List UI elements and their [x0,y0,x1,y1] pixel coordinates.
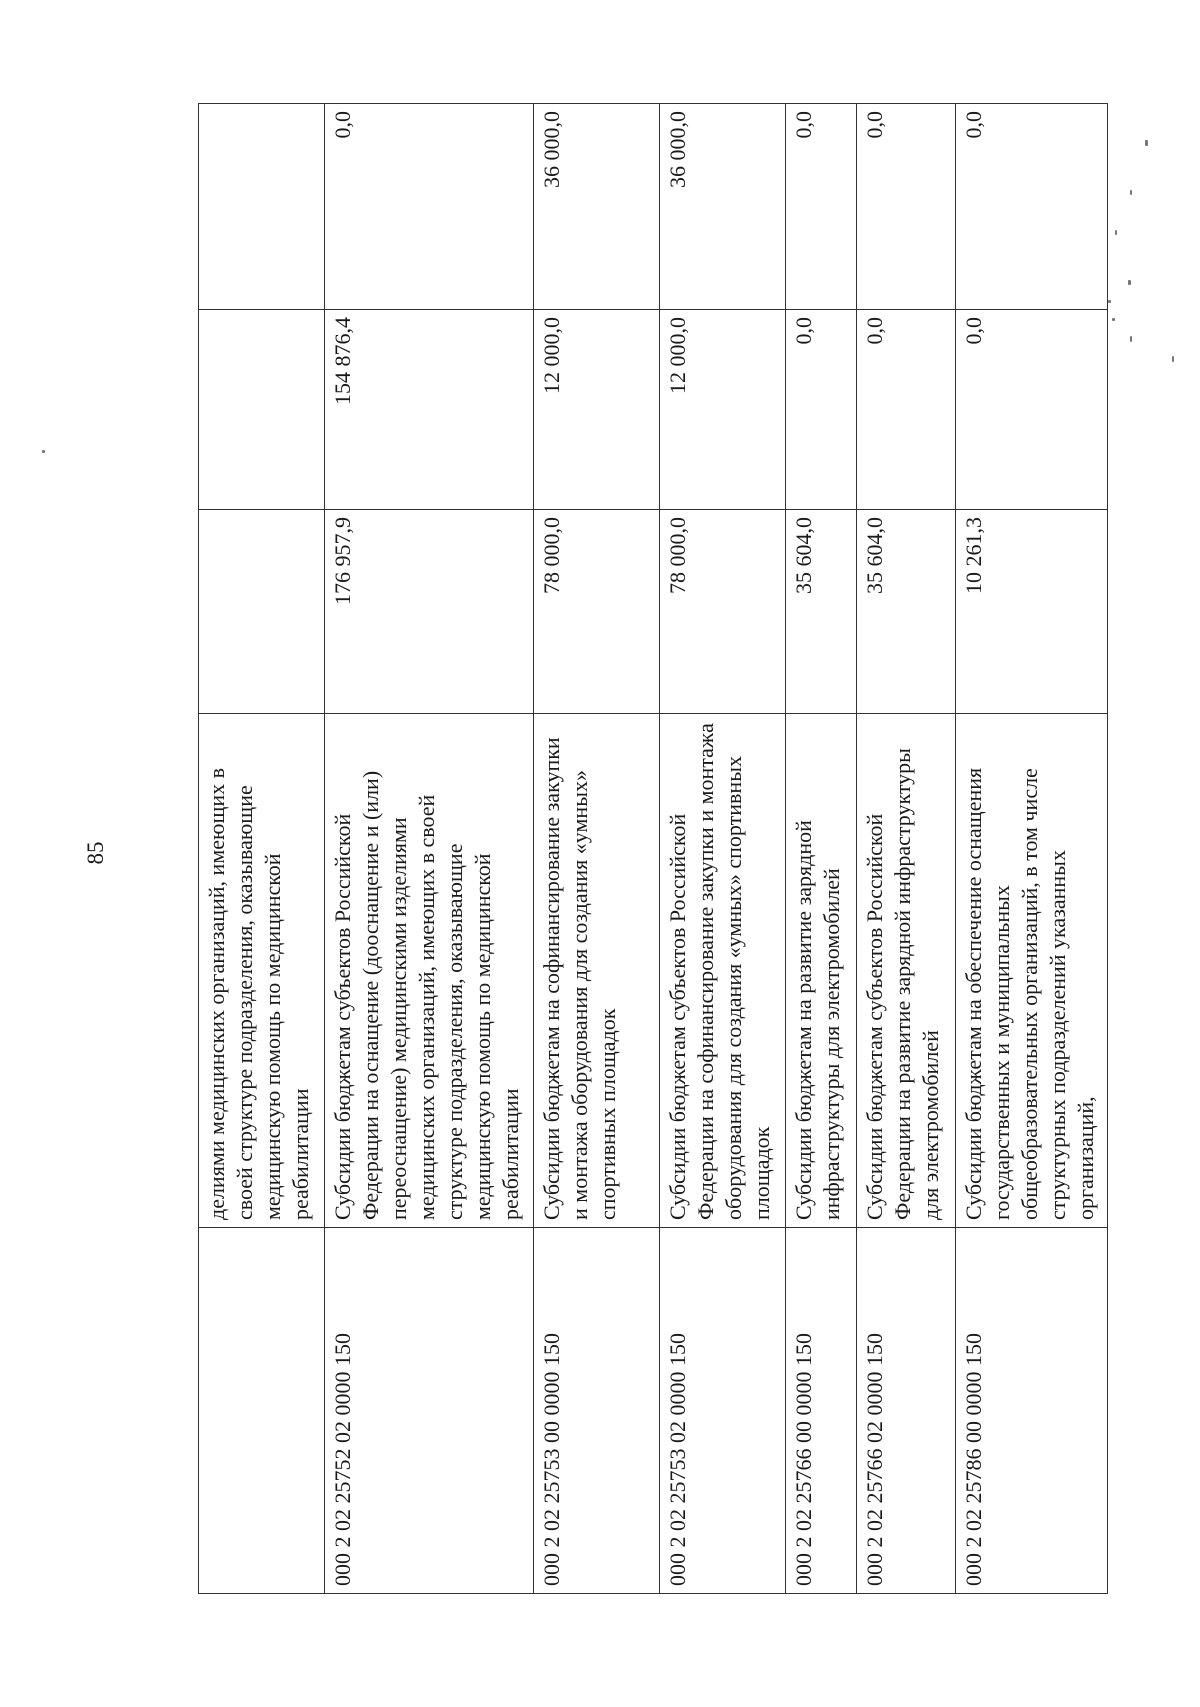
amount-cell-3: 0,0 [856,104,956,310]
budget-code-cell: 000 2 02 25752 02 0000 150 [325,1228,533,1594]
amount-cell-1 [199,510,325,714]
item-name-cell: Субсидии бюджетам субъектов Российской Федерации на развитие зарядной инфраструктуры для электромобилей [856,714,956,1228]
amount-cell-3: 0,0 [785,104,856,310]
table-row [199,104,325,1594]
amount-cell-1: 35 604,0 [785,510,856,714]
item-name-cell: Субсидии бюджетам на обеспечение оснащения государственных и муниципальных общеобразовательных организаций, в том числе структурных подразделений указанных организаций, [956,714,1108,1228]
budget-code-cell: 000 2 02 25753 02 0000 150 [659,1228,785,1594]
budget-code-cell: 000 2 02 25766 02 0000 150 [856,1228,956,1594]
scan-speck [1130,336,1132,342]
scan-speck [1130,190,1132,195]
amount-cell-3: 0,0 [956,104,1108,310]
scan-speck [1112,318,1115,321]
table-row [533,104,659,1594]
table-row [785,104,856,1594]
budget-table [198,103,1108,1594]
budget-table-rotated [198,104,1108,1594]
scan-speck [1108,300,1111,303]
item-name-cell: Субсидии бюджетам на развитие зарядной инфраструктуры для электромобилей [785,714,856,1228]
scan-speck [42,450,45,453]
amount-cell-2 [199,310,325,510]
budget-code-cell: 000 2 02 25766 00 0000 150 [785,1228,856,1594]
item-name-cell: Субсидии бюджетам на софинансирование закупки и монтажа оборудования для создания «умных» спортивных площадок [533,714,659,1228]
item-name-cell: Субсидии бюджетам субъектов Российской Федерации на оснащение (дооснащение и (или) переоснащение) медицинскими изделиями медицинских организаций, имеющих в своей структуре подразделения, оказывающие медицинскую помощь по медицинской реабилитации [325,714,533,1228]
amount-cell-1: 78 000,0 [533,510,659,714]
amount-cell-1: 35 604,0 [856,510,956,714]
amount-cell-2: 0,0 [956,310,1108,510]
table-row [956,104,1108,1594]
amount-cell-3 [199,104,325,310]
amount-cell-1: 176 957,9 [325,510,533,714]
item-name-cell: делиями медицинских организаций, имеющих в своей структуре подразделения, оказывающие медицинскую помощь по медицинской реабилитации [199,714,325,1228]
scan-speck [1128,280,1131,285]
amount-cell-1: 10 261,3 [956,510,1108,714]
budget-code-cell: 000 2 02 25786 00 0000 150 [956,1228,1108,1594]
amount-cell-2: 0,0 [856,310,956,510]
amount-cell-1: 78 000,0 [659,510,785,714]
amount-cell-2: 154 876,4 [325,310,533,510]
budget-code-cell: 000 2 02 25753 00 0000 150 [533,1228,659,1594]
table-row [325,104,533,1594]
page-number: 85 [83,841,108,865]
item-name-cell: Субсидии бюджетам субъектов Российской Федерации на софинансирование закупки и монтажа оборудования для создания «умных» спортивных площадок [659,714,785,1228]
amount-cell-3: 36 000,0 [659,104,785,310]
scan-speck [1115,230,1117,235]
amount-cell-2: 12 000,0 [533,310,659,510]
table-row [856,104,956,1594]
scan-speck [1172,356,1174,362]
scan-speck [1145,140,1148,146]
amount-cell-3: 36 000,0 [533,104,659,310]
amount-cell-2: 0,0 [785,310,856,510]
table-row [659,104,785,1594]
amount-cell-3: 0,0 [325,104,533,310]
amount-cell-2: 12 000,0 [659,310,785,510]
budget-code-cell [199,1228,325,1594]
